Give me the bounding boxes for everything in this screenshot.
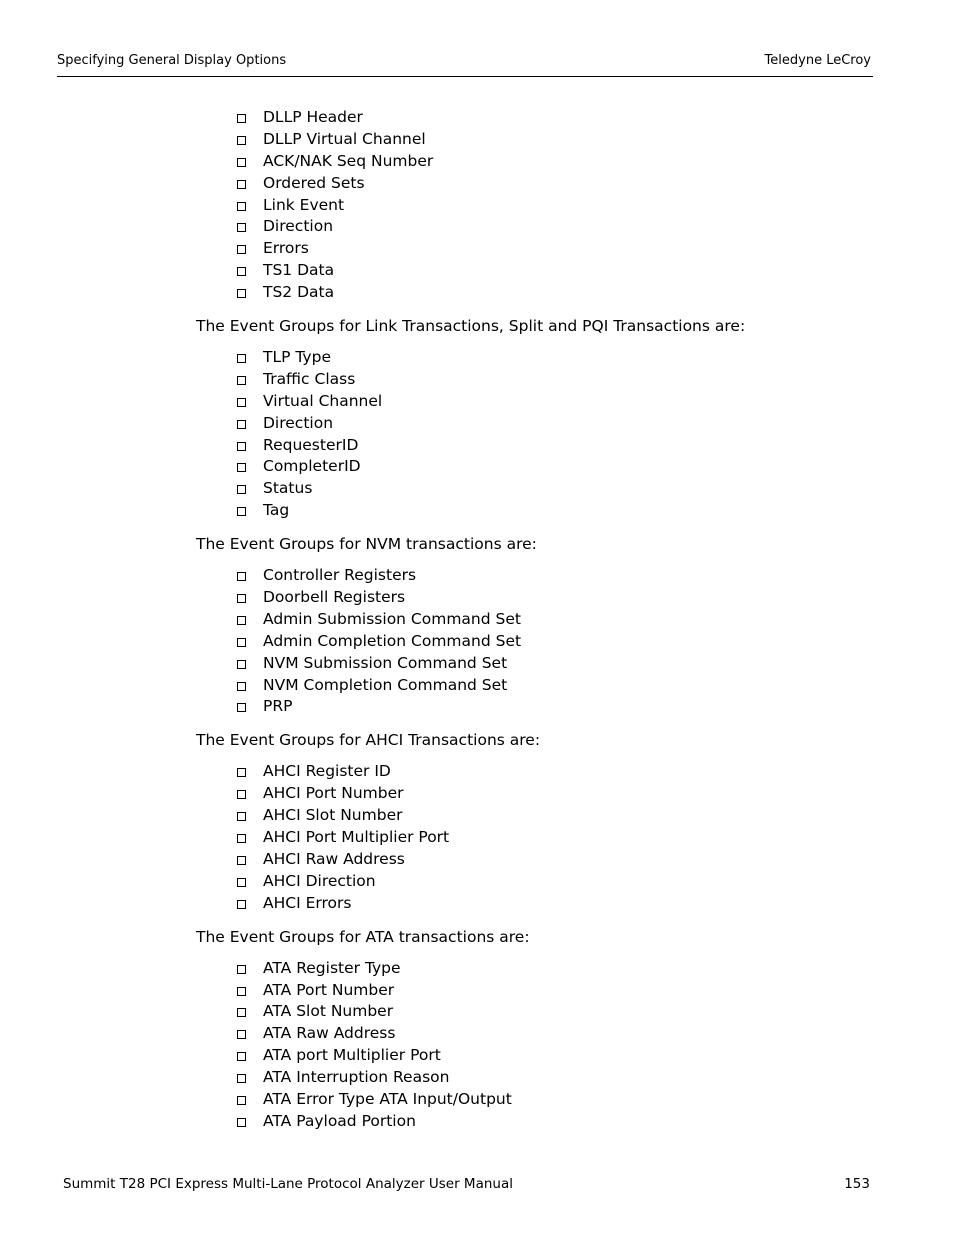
list-item-label: Virtual Channel	[263, 391, 383, 410]
event-group-list	[196, 761, 876, 914]
list-item-label: ATA port Multiplier Port	[263, 1046, 441, 1065]
list-item-label: AHCI Slot Number	[263, 806, 403, 825]
checkbox-square-icon	[237, 660, 246, 669]
list-item	[237, 173, 876, 195]
list-item	[237, 456, 876, 478]
checkbox-square-icon	[237, 1052, 246, 1061]
page-header	[57, 51, 873, 77]
page-body	[196, 107, 876, 1133]
checkbox-square-icon	[237, 878, 246, 887]
list-item	[237, 849, 876, 871]
list-item-label: Direction	[263, 413, 334, 432]
checkbox-square-icon	[237, 834, 246, 843]
list-item-label: AHCI Port Multiplier Port	[263, 828, 450, 847]
checkbox-square-icon	[237, 703, 246, 712]
checkbox-square-icon	[237, 1008, 246, 1017]
checkbox-square-icon	[237, 856, 246, 865]
checkbox-square-icon	[237, 1118, 246, 1127]
checkbox-square-icon	[237, 442, 246, 451]
checkbox-square-icon	[237, 136, 246, 145]
list-item-label: DLLP Header	[263, 108, 363, 126]
section-intro: The Event Groups for AHCI Transactions are:	[196, 731, 541, 750]
checkbox-square-icon	[237, 463, 246, 472]
list-item-label: NVM Submission Command Set	[263, 653, 508, 672]
event-group-list	[196, 347, 876, 522]
checkbox-square-icon	[237, 682, 246, 691]
list-item	[237, 238, 876, 260]
list-item	[237, 609, 876, 631]
event-group-list	[196, 958, 876, 1133]
checkbox-square-icon	[237, 768, 246, 777]
checkbox-square-icon	[237, 245, 246, 254]
list-item-label: DLLP Virtual Channel	[263, 129, 426, 148]
list-item-label: Ordered Sets	[263, 173, 365, 192]
checkbox-square-icon	[237, 180, 246, 189]
list-item-label: Direction	[263, 217, 334, 236]
list-item-label: Admin Submission Command Set	[263, 609, 521, 628]
list-item-label: ATA Port Number	[263, 980, 395, 999]
list-item	[237, 980, 876, 1002]
list-item	[237, 631, 876, 653]
checkbox-square-icon	[237, 812, 246, 821]
checkbox-square-icon	[237, 1074, 246, 1083]
list-item	[237, 216, 876, 238]
page-footer	[63, 1176, 871, 1192]
checkbox-square-icon	[237, 1096, 246, 1105]
list-item	[237, 696, 876, 718]
list-item-label: Tag	[263, 501, 290, 520]
list-item-label: AHCI Errors	[263, 893, 352, 912]
list-item	[237, 1089, 876, 1111]
list-item	[237, 1111, 876, 1133]
list-item-label: AHCI Raw Address	[263, 849, 405, 868]
list-item-label: ATA Error Type ATA Input/Output	[263, 1089, 512, 1108]
list-item	[237, 827, 876, 849]
list-item	[237, 761, 876, 783]
list-item	[237, 369, 876, 391]
list-item	[237, 500, 876, 522]
list-item	[237, 653, 876, 675]
checkbox-square-icon	[237, 289, 246, 298]
list-item	[237, 1001, 876, 1023]
list-item	[237, 435, 876, 457]
list-item-label: PRP	[263, 697, 293, 716]
list-item-label: Errors	[263, 239, 309, 258]
event-group-list	[196, 565, 876, 718]
checkbox-square-icon	[237, 965, 246, 974]
checkbox-square-icon	[237, 267, 246, 276]
list-item	[237, 129, 876, 151]
list-item-label: Status	[263, 479, 313, 498]
list-item	[237, 282, 876, 304]
checkbox-square-icon	[237, 114, 246, 123]
checkbox-square-icon	[237, 354, 246, 363]
checkbox-square-icon	[237, 507, 246, 516]
footer-manual-title: Summit T28 PCI Express Multi-Lane Protocol Analyzer User Manual	[63, 1176, 513, 1192]
list-item-label: Traffic Class	[263, 369, 356, 388]
list-item-label: TS2 Data	[263, 283, 335, 302]
list-item	[237, 1023, 876, 1045]
list-item	[237, 107, 876, 129]
checkbox-square-icon	[237, 376, 246, 385]
list-item	[237, 675, 876, 697]
checkbox-square-icon	[237, 790, 246, 799]
list-item	[237, 783, 876, 805]
list-item	[237, 587, 876, 609]
list-item-label: CompleterID	[263, 457, 361, 476]
checkbox-square-icon	[237, 202, 246, 211]
list-item-label: RequesterID	[263, 435, 359, 454]
list-item-label: TLP Type	[263, 348, 331, 367]
list-item-label: ACK/NAK Seq Number	[263, 151, 434, 170]
list-item	[237, 958, 876, 980]
event-group-list	[196, 107, 876, 304]
header-section-title: Specifying General Display Options	[57, 53, 287, 68]
list-item	[237, 347, 876, 369]
checkbox-square-icon	[237, 987, 246, 996]
list-item-label: TS1 Data	[263, 261, 335, 280]
list-item-label: ATA Payload Portion	[263, 1111, 416, 1130]
list-item-label: AHCI Register ID	[263, 762, 391, 781]
list-item-label: AHCI Direction	[263, 871, 376, 890]
checkbox-square-icon	[237, 158, 246, 167]
list-item-label: ATA Interruption Reason	[263, 1068, 450, 1087]
list-item-label: Controller Registers	[263, 566, 417, 585]
list-item	[237, 565, 876, 587]
checkbox-square-icon	[237, 594, 246, 603]
list-item	[237, 413, 876, 435]
list-item-label: AHCI Port Number	[263, 784, 404, 803]
checkbox-square-icon	[237, 638, 246, 647]
checkbox-square-icon	[237, 398, 246, 407]
checkbox-square-icon	[237, 420, 246, 429]
list-item	[237, 1045, 876, 1067]
list-item	[237, 195, 876, 217]
checkbox-square-icon	[237, 900, 246, 909]
list-item-label: ATA Register Type	[263, 958, 401, 977]
footer-page-number: 153	[844, 1176, 870, 1192]
checkbox-square-icon	[237, 1030, 246, 1039]
list-item	[237, 151, 876, 173]
checkbox-square-icon	[237, 616, 246, 625]
section-intro: The Event Groups for NVM transactions are:	[196, 535, 537, 554]
section-intro: The Event Groups for ATA transactions are:	[196, 927, 530, 946]
list-item-label: Doorbell Registers	[263, 588, 406, 607]
list-item	[237, 478, 876, 500]
checkbox-square-icon	[237, 572, 246, 581]
checkbox-square-icon	[237, 223, 246, 232]
list-item-label: ATA Raw Address	[263, 1024, 396, 1043]
checkbox-square-icon	[237, 485, 246, 494]
list-item	[237, 260, 876, 282]
list-item	[237, 391, 876, 413]
list-item	[237, 1067, 876, 1089]
list-item	[237, 871, 876, 893]
list-item	[237, 805, 876, 827]
section-intro: The Event Groups for Link Transactions, Split and PQI Transactions are:	[196, 317, 746, 336]
list-item-label: Admin Completion Command Set	[263, 631, 522, 650]
list-item	[237, 893, 876, 915]
list-item-label: Link Event	[263, 195, 345, 214]
list-item-label: ATA Slot Number	[263, 1002, 394, 1021]
list-item-label: NVM Completion Command Set	[263, 675, 508, 694]
header-company: Teledyne LeCroy	[764, 53, 871, 68]
